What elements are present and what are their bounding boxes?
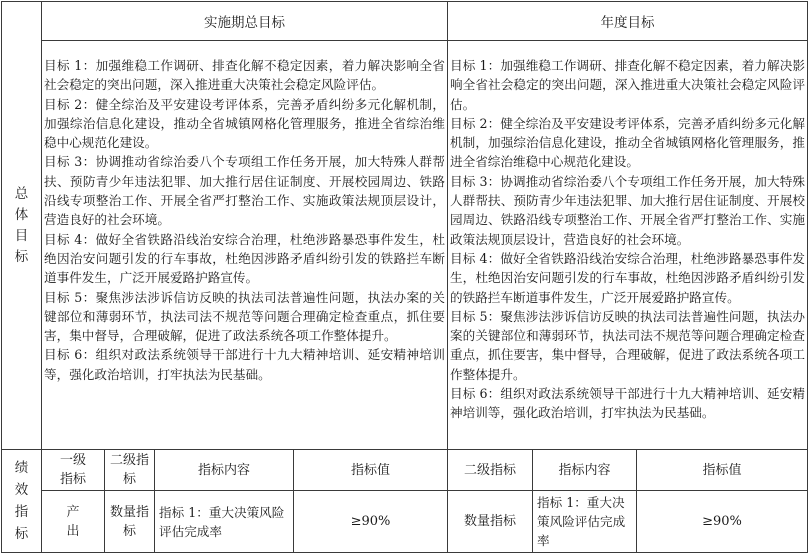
overall-label-char: 目 bbox=[14, 227, 29, 244]
level2-metric-header-right: 二级指标 bbox=[448, 450, 533, 491]
annual-target-header: 年度目标 bbox=[448, 2, 808, 41]
annual-goal-item: 目标 1：加强维稳工作调研、排查化解不稳定因素，着力解决影响全省社会稳定的突出问题，深入推进重大决策社会稳定风险评估。 bbox=[450, 58, 805, 112]
performance-label-char: 标 bbox=[14, 526, 29, 542]
overall-goal-item: 目标 3：协调推动省综治委八个专项组工作任务开展，加大特殊人群帮扶、预防青少年违法犯罪、加大推行居住证制度、开展校园周边、铁路沿线专项整治工作、开展全省严打整治工作、实施政策法规顶层设计，营造良好的社会环境。 bbox=[44, 154, 445, 228]
metric-target-value: ≥90% bbox=[294, 491, 448, 553]
annual-goal-item: 目标 3：协调推动省综治委八个专项组工作任务开展，加大特殊人群帮扶、预防青少年违法犯罪、加大推行居住证制度、开展校园周边、铁路沿线专项整治工作、开展全省严打整治工作、实施政策法规顶层设计，营造良好的社会环境。 bbox=[450, 173, 805, 247]
overall-label-char: 体 bbox=[14, 206, 29, 223]
metric-content-header-right: 指标内容 bbox=[533, 450, 637, 491]
annual-goal-item: 目标 6：组织对政法系统领导干部进行十九大精神培训、延安精神培训等，强化政治培训，打牢执法为民基础。 bbox=[450, 386, 805, 421]
level1-metric-value: 产出 bbox=[42, 491, 105, 553]
goal-metrics-table bbox=[1, 1, 808, 553]
annual-goal-item: 目标 2：健全综治及平安建设考评体系，完善矛盾纠纷多元化解机制，加强综治信息化建设，推动全省城镇网格化管理服务，推进全省综治维稳中心规范化建设。 bbox=[450, 115, 805, 170]
overall-target-header: 实施期总目标 bbox=[42, 2, 448, 41]
overall-goal-item: 目标 5：聚焦涉法涉诉信访反映的执法司法普遍性问题，执法办案的关键部位和薄弱环节，执法司法不规范等问题合理确定检查重点，抓住要害，集中督导，合理破解，促进了政法系统各项工作整体提升。 bbox=[44, 289, 445, 344]
annual-goals-cell bbox=[448, 41, 808, 450]
level1-metric-header: 一级指标 bbox=[42, 450, 105, 491]
annual-goal-item: 目标 5：聚焦涉法涉诉信访反映的执法司法普遍性问题，执法办案的关键部位和薄弱环节，执法司法不规范等问题合理确定检查重点，抓住要害，集中督导，合理破解，促进了政法系统各项工作整体提升。 bbox=[450, 308, 805, 382]
level2-metric-header: 二级指标 bbox=[105, 450, 155, 491]
overall-goal-item: 目标 1：加强维稳工作调研、排查化解不稳定因素，着力解决影响全省社会稳定的突出问题，深入推进重大决策社会稳定风险评估。 bbox=[44, 58, 445, 93]
overall-label-char: 总 bbox=[14, 185, 29, 202]
overall-goal-item: 目标 2：健全综治及平安建设考评体系，完善矛盾纠纷多元化解机制，加强综治信息化建设，推动全省城镇网格化管理服务，推进全省综治维稳中心规范化建设。 bbox=[44, 96, 445, 151]
metric-target-value-right: ≥90% bbox=[637, 491, 808, 553]
overall-goal-item: 目标 6：组织对政法系统领导干部进行十九大精神培训、延安精神培训等，强化政治培训，打牢执法为民基础。 bbox=[44, 347, 445, 382]
metric-value-header-right: 指标值 bbox=[637, 450, 808, 491]
performance-label-char: 效 bbox=[14, 482, 29, 498]
metric-value-header: 指标值 bbox=[294, 450, 448, 491]
overall-goals-cell bbox=[42, 41, 448, 450]
performance-label-char: 指 bbox=[14, 504, 29, 520]
overall-goal-label bbox=[2, 2, 42, 450]
level2-metric-value-right: 数量指标 bbox=[448, 491, 533, 553]
annual-goal-item: 目标 4：做好全省铁路沿线治安综合治理，杜绝涉路暴恐事件发生，杜绝因治安问题引发的行车事故，杜绝因涉路矛盾纠纷引发的铁路拦车断道事件发生，广泛开展爱路护路宣传。 bbox=[450, 250, 805, 305]
metric-content-header: 指标内容 bbox=[155, 450, 294, 491]
level2-metric-value: 数量指标 bbox=[105, 491, 155, 553]
overall-goal-item: 目标 4：做好全省铁路沿线治安综合治理，杜绝涉路暴恐事件发生，杜绝因治安问题引发的行车事故，杜绝因涉路矛盾纠纷引发的铁路拦车断道事件发生，广泛开展爱路护路宣传。 bbox=[44, 231, 445, 286]
metric-content-value-right: 指标 1：重大决策风险评估完成率 bbox=[533, 491, 637, 553]
metric-content-value: 指标 1：重大决策风险评估完成率 bbox=[155, 491, 294, 553]
overall-label-char: 标 bbox=[14, 248, 29, 265]
performance-label-char: 绩 bbox=[14, 460, 29, 476]
performance-metrics-label bbox=[2, 450, 42, 553]
